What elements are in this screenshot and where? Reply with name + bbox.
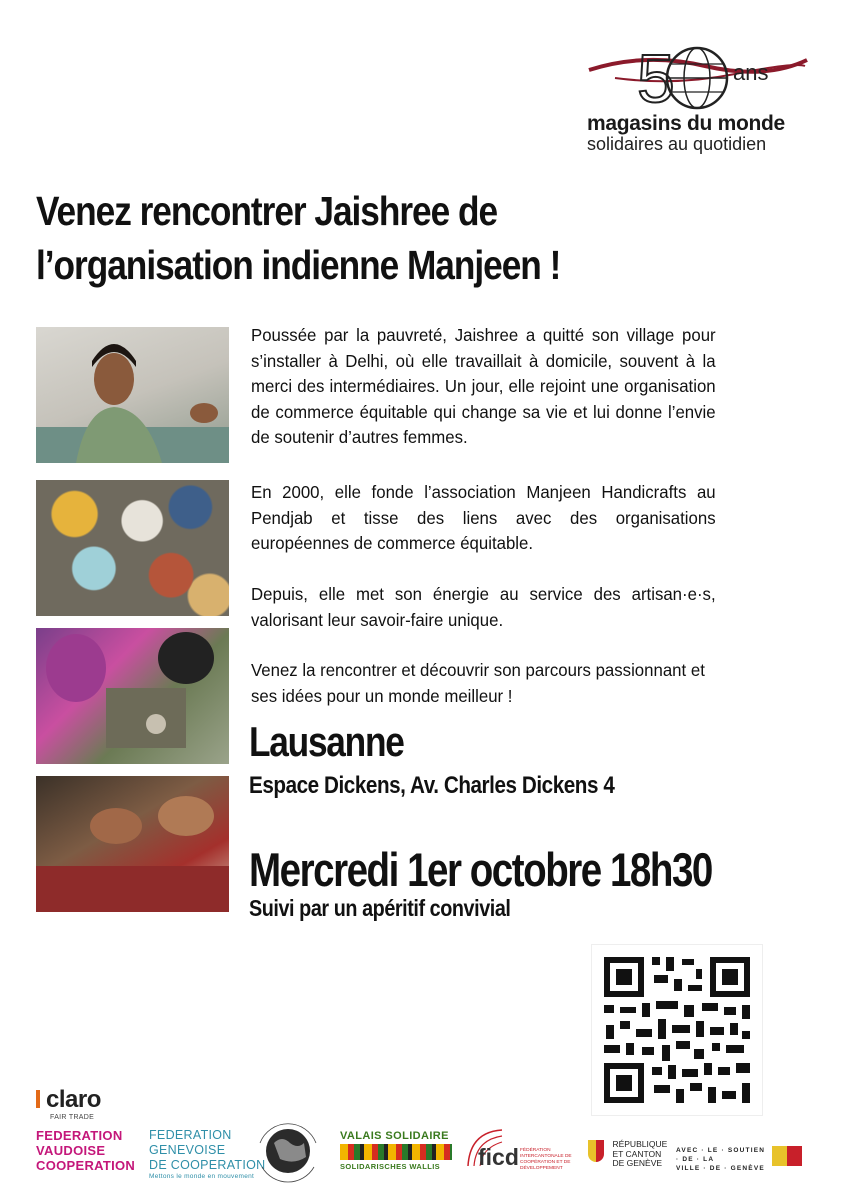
- title-line-2: l’organisation indienne Manjeen !: [36, 242, 561, 288]
- qr-code[interactable]: [591, 944, 763, 1116]
- globe-50-logo-icon: [585, 30, 815, 120]
- photo-hands-crafting: [36, 776, 229, 912]
- magasins-du-monde-logo: [585, 30, 815, 155]
- fribourg-solidaire-logo: [250, 1113, 326, 1185]
- paragraph-intro: Poussée par la pauvreté, Jaishree a quitté son village pour s’installer à Delhi, où elle travaillait à domicile, souvent à la merci des intermédiaires. Un jour, elle rejoint une organisation de commerce équitable qui change sa vie et lui donne l’envie de soutenir d’autres femmes.: [251, 325, 716, 447]
- paragraph-invitation: Venez la rencontrer et découvrir son parcours passionnant et ses idées pour un monde meilleur !: [251, 660, 705, 706]
- event-followup: Suivi par un apéritif convivial: [249, 895, 511, 921]
- republique-geneve-logo: [588, 1140, 667, 1169]
- fgc-line-2: GENEVOISE: [149, 1143, 226, 1157]
- photo-glass-beads: [36, 480, 229, 616]
- logo-ans-text: ans: [733, 60, 769, 85]
- ville-line-2: · DE · LA: [676, 1156, 715, 1163]
- ville-line-1: AVEC · LE · SOUTIEN: [676, 1147, 766, 1154]
- event-city: Lausanne: [249, 718, 404, 765]
- ficd-fullname: FÉDÉRATION INTERCANTONALE DE COOPÉRATION ET DE DÉVELOPPEMENT: [520, 1148, 572, 1171]
- geneve-line-2: ET CANTON: [612, 1148, 662, 1159]
- valais-subtitle: SOLIDARISCHES WALLIS: [340, 1162, 441, 1171]
- photo-jaishree-portrait: [36, 327, 229, 463]
- ville-de-geneve-logo: [676, 1146, 806, 1173]
- svg-text:5: 5: [637, 41, 675, 117]
- paragraph-foundation: En 2000, elle fonde l’association Manjeen Handicrafts au Pendjab et tisse des liens avec des organisations européennes de commerce équitable.: [251, 482, 716, 553]
- claro-word: claro: [46, 1086, 101, 1113]
- event-date: Mercredi 1er octobre 18h30: [249, 843, 712, 896]
- ville-line-3: VILLE · DE · GENÈVE: [676, 1165, 765, 1172]
- photo-women-working: [36, 628, 229, 764]
- fribourg-globe-icon: [250, 1113, 326, 1185]
- valais-solidaire-logo: [340, 1130, 452, 1171]
- qr-code-icon: [592, 945, 762, 1115]
- claro-bar-icon: [36, 1090, 40, 1108]
- logo-brand-name: magasins du monde: [587, 112, 785, 135]
- federation-vaudoise-cooperation-logo: [36, 1128, 135, 1173]
- page-title: [36, 184, 690, 292]
- fvc-line-1: FEDERATION: [36, 1128, 123, 1143]
- fgc-line-3: DE COOPERATION: [149, 1158, 266, 1172]
- fgc-tagline: Mettons le monde en mouvement: [149, 1173, 255, 1180]
- logo-tagline: solidaires au quotidien: [587, 134, 767, 154]
- claro-fair-trade-logo: [36, 1086, 101, 1121]
- claro-sub: FAIR TRADE: [50, 1114, 95, 1121]
- federation-genevoise-cooperation-logo: [149, 1128, 265, 1181]
- paragraph-energy: Depuis, elle met son énergie au service des artisan·e·s, valorisant leur savoir-faire unique.: [251, 584, 716, 630]
- valais-title: VALAIS SOLIDAIRE: [340, 1130, 449, 1142]
- event-venue: Espace Dickens, Av. Charles Dickens 4: [249, 772, 615, 799]
- fvc-line-2: VAUDOISE: [36, 1143, 106, 1158]
- ficd-logo: [464, 1126, 584, 1176]
- fvc-line-3: COOPERATION: [36, 1158, 136, 1173]
- title-line-1: Venez rencontrer Jaishree de: [36, 188, 498, 234]
- geneve-flag-icon: [772, 1146, 802, 1166]
- geneve-shield-icon: [588, 1140, 604, 1162]
- ficd-word: ficd: [478, 1144, 519, 1170]
- geneve-line-3: DE GENÈVE: [612, 1158, 663, 1168]
- fgc-line-1: FEDERATION: [149, 1128, 232, 1142]
- valais-pattern-icon: [340, 1144, 452, 1160]
- geneve-line-1: RÉPUBLIQUE: [612, 1139, 668, 1149]
